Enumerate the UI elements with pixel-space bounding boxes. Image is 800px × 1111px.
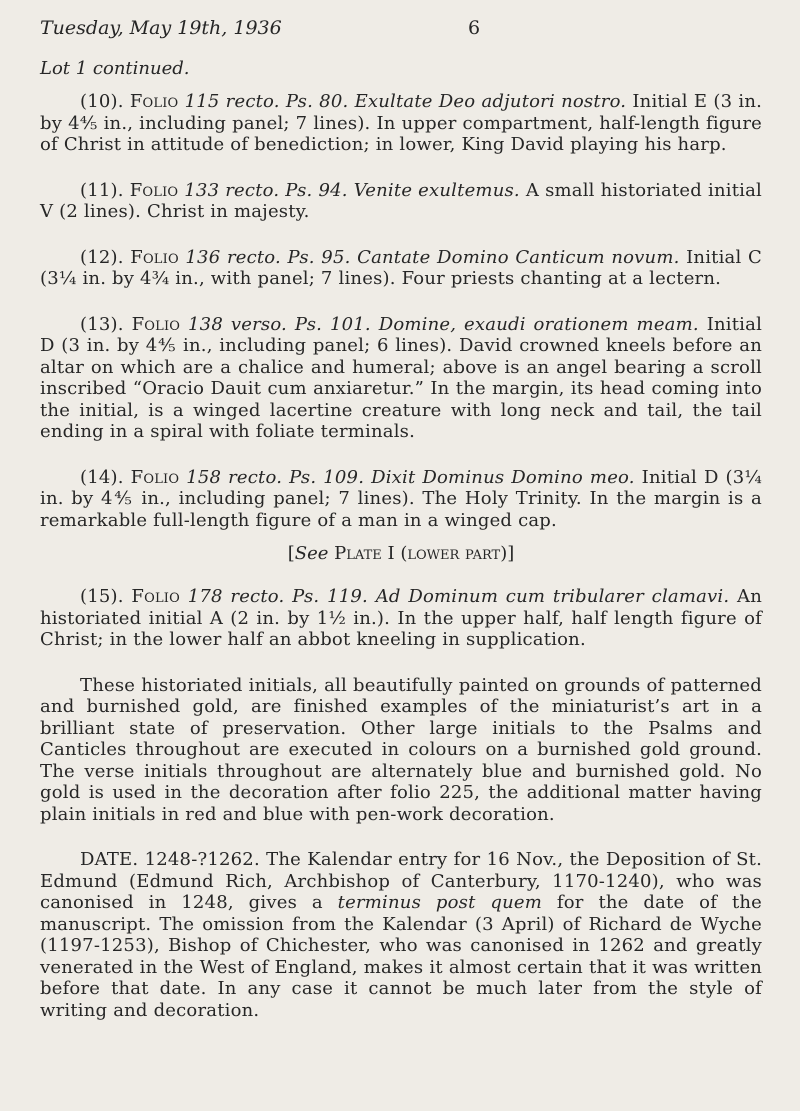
running-head: Tuesday, May 19th, 1936 xyxy=(40,17,282,39)
entry-number: (12). xyxy=(80,246,124,268)
entry-description: Initial D (3¼ in. by 4⅘ in., including panel; 7 lines). The Holy Trinity. In the margin is a remarkable full-length figure of a man in a winged cap. xyxy=(40,466,763,531)
entry-11 xyxy=(40,180,762,223)
entry-10 xyxy=(40,91,762,156)
psalm-number: Ps. 119. xyxy=(292,586,368,607)
psalm-number: Ps. 101. xyxy=(294,313,371,335)
plate-numeral: I xyxy=(387,543,395,564)
entry-description: Initial D (3 in. by 4⅘ in., including panel; 6 lines). David crowned kneels before an altar on which are a chalice and humeral; above is an angel bearing a scroll inscribed “Oracio Dauit cum anxiaretur.” In the margin, its head coming into the initial, is a winged lacertine creature with long neck and tail, the tail ending in a spiral with foliate terminals. xyxy=(40,313,763,442)
entry-description: Initial C (3¼ in. by 4¾ in., with panel; 7 lines). Four priests chanting at a lectern. xyxy=(40,246,762,289)
entry-number: (14). xyxy=(80,466,124,488)
date-text-before: 1248-?1262. The Kalendar entry for 16 Nov., the Deposition of St. Edmund (Edmund Rich, Archbishop of Canterbury, 1170-1240), who was canonised in 1248, gives a xyxy=(40,849,762,913)
psalm-incipit: Domine, exaudi orationem meam. xyxy=(378,313,699,335)
entry-12 xyxy=(40,247,762,290)
date-label: DATE. xyxy=(80,849,139,870)
entry-number: (11). xyxy=(80,179,124,201)
date-paragraph xyxy=(40,849,762,1021)
see-label: See xyxy=(294,543,329,564)
body-text xyxy=(40,58,762,1045)
psalm-number: Ps. 80. xyxy=(285,91,349,112)
psalm-incipit: Venite exultemus. xyxy=(353,179,520,201)
summary-paragraph: These historiated initials, all beautifully painted on grounds of patterned and burnished gold, are finished examples of the miniaturist’s art in a brilliant state of preservation. Other large initials to the Psalms and Canticles throughout are executed in colours on a burnished gold ground. The verse initials throughout are alternately blue and burnished gold. No gold is used in the decoration after folio 225, the additional matter having plain initials in red and blue with pen-work decoration. xyxy=(40,674,762,825)
folio-label: Folio xyxy=(131,586,180,607)
entry-number: (15). xyxy=(80,586,124,607)
entry-description: A small historiated initial V (2 lines). Christ in majesty. xyxy=(40,179,762,222)
psalm-number: Ps. 94. xyxy=(285,179,348,201)
terminus-post-quem: terminus post quem xyxy=(337,892,542,913)
psalm-incipit: Dixit Dominus Domino meo. xyxy=(371,466,635,488)
folio-reference: 136 recto. xyxy=(185,246,281,268)
page-header xyxy=(40,17,760,47)
folio-label: Folio xyxy=(129,179,179,201)
entry-15 xyxy=(40,586,762,651)
open-bracket: [ xyxy=(287,543,295,564)
entry-14 xyxy=(40,467,762,532)
folio-reference: 138 verso. xyxy=(188,313,287,335)
entry-description: An historiated initial A (2 in. by 1½ in.). In the upper half, half length figure of Christ; in the lower half an abbot kneeling in supplication. xyxy=(40,586,763,650)
psalm-incipit: Ad Dominum cum tribularer clamavi. xyxy=(375,586,730,607)
lot-heading: Lot 1 continued. xyxy=(40,58,190,79)
folio-label: Folio xyxy=(130,246,179,268)
psalm-incipit: Cantate Domino Canticum novum. xyxy=(357,246,680,268)
entry-number: (13). xyxy=(80,313,124,335)
psalm-number: Ps. 95. xyxy=(287,246,351,268)
psalm-incipit: Exultate Deo adjutori nostro. xyxy=(354,91,627,112)
entry-13 xyxy=(40,314,762,443)
folio-label: Folio xyxy=(131,313,181,335)
psalm-number: Ps. 109. xyxy=(289,466,365,488)
entry-number: (10). xyxy=(80,91,124,112)
date-text-after: for the date of the manuscript. The omission from the Kalendar (3 April) of Richard de Wyche (1197-1253), Bishop of Chichester, who was canonised in 1262 and greatly venerated in the West of England, makes it almost certain that it was written before that date. In any case it cannot be much later from the style of writing and decoration. xyxy=(40,892,763,1021)
page-number: 6 xyxy=(468,17,481,39)
folio-reference: 115 recto. xyxy=(184,91,280,112)
plate-part: (lower part) xyxy=(400,543,508,564)
close-bracket: ] xyxy=(507,543,515,564)
folio-label: Folio xyxy=(130,466,180,488)
folio-reference: 133 recto. xyxy=(184,179,280,201)
folio-reference: 158 recto. xyxy=(186,466,283,488)
plate-label: Plate xyxy=(334,543,382,564)
plate-reference xyxy=(40,543,762,564)
folio-label: Folio xyxy=(129,91,179,112)
folio-reference: 178 recto. xyxy=(187,586,285,607)
entry-description: Initial E (3 in. by 4⅘ in., including panel; 7 lines). In upper compartment, half-length figure of Christ in attitude of benediction; in lower, King David playing his harp. xyxy=(40,91,763,155)
